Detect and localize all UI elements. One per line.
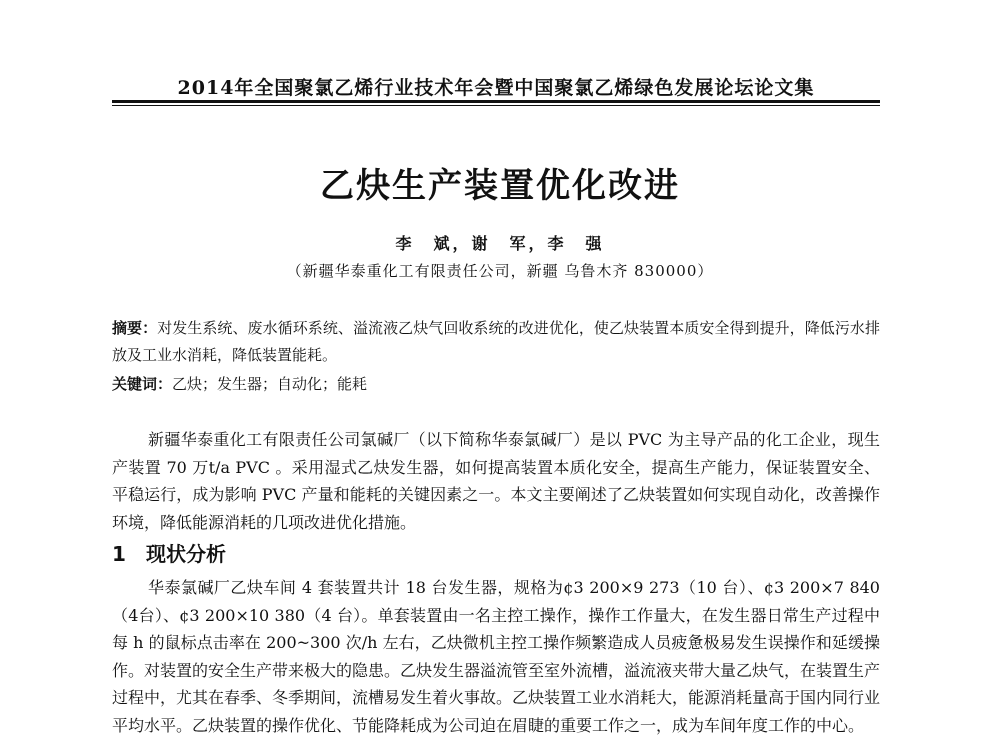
abstract	[112, 315, 880, 369]
article-title: 乙炔生产装置优化改进	[320, 166, 680, 206]
header-rule-thin	[112, 105, 880, 106]
keywords-label: 关键词：	[112, 375, 173, 393]
intro-paragraph: 新疆华泰重化工有限责任公司氯碱厂（以下简称华泰氯碱厂）是以 PVC 为主导产品的化工企业，现生产装置 70 万t/a PVC 。采用湿式乙炔发生器，如何提高装置本质化安全，提高生产能力，保证装置安全、平稳运行，成为影响 PVC 产量和能耗的关键因素之一。本文主要阐述了乙炔装置如何实现自动化，改善操作环境，降低能源消耗的几项改进优化措施。	[112, 430, 880, 532]
authors: 李 斌，谢 军，李 强	[395, 234, 605, 253]
affiliation: （新疆华泰重化工有限责任公司，新疆 乌鲁木齐 830000）	[286, 262, 714, 280]
abstract-text: 对发生系统、废水循环系统、溢流液乙炔气回收系统的改进优化，使乙炔装置本质安全得到提升，降低污水排放及工业水消耗，降低装置能耗。	[112, 319, 880, 364]
keywords	[112, 371, 880, 398]
section-heading	[112, 538, 880, 567]
abstract-label: 摘要：	[112, 319, 158, 337]
section-title: 现状分析	[146, 542, 226, 566]
header-rule	[112, 100, 880, 103]
section-number: 1	[112, 542, 126, 566]
running-header: 2014年全国聚氯乙烯行业技术年会暨中国聚氯乙烯绿色发展论坛论文集	[177, 77, 815, 99]
keywords-text: 乙炔；发生器；自动化；能耗	[172, 375, 368, 393]
section-paragraph: 华泰氯碱厂乙炔车间 4 套装置共计 18 台发生器，规格为¢3 200×9 273（10 台）、¢3 200×7 840（4台）、¢3 200×10 380（4 台）。单套装置由一名主控工操作，操作工作量大，在发生器日常生产过程中每 h 的鼠标点击率在 200~300 次/h 左右，乙炔微机主控工操作频繁造成人员疲惫极易发生误操作和延缓操作。对装置的安全生产带来极大的隐患。乙炔发生器溢流管至室外流槽，溢流液夹带大量乙炔气，在装置生产过程中，尤其在春季、冬季期间，流槽易发生着火事故。乙炔装置工业水消耗大，能源消耗量高于国内同行业平均水平。乙炔装置的操作优化、节能降耗成为公司迫在眉睫的重要工作之一，成为车间年度工作的中心。	[112, 578, 881, 735]
